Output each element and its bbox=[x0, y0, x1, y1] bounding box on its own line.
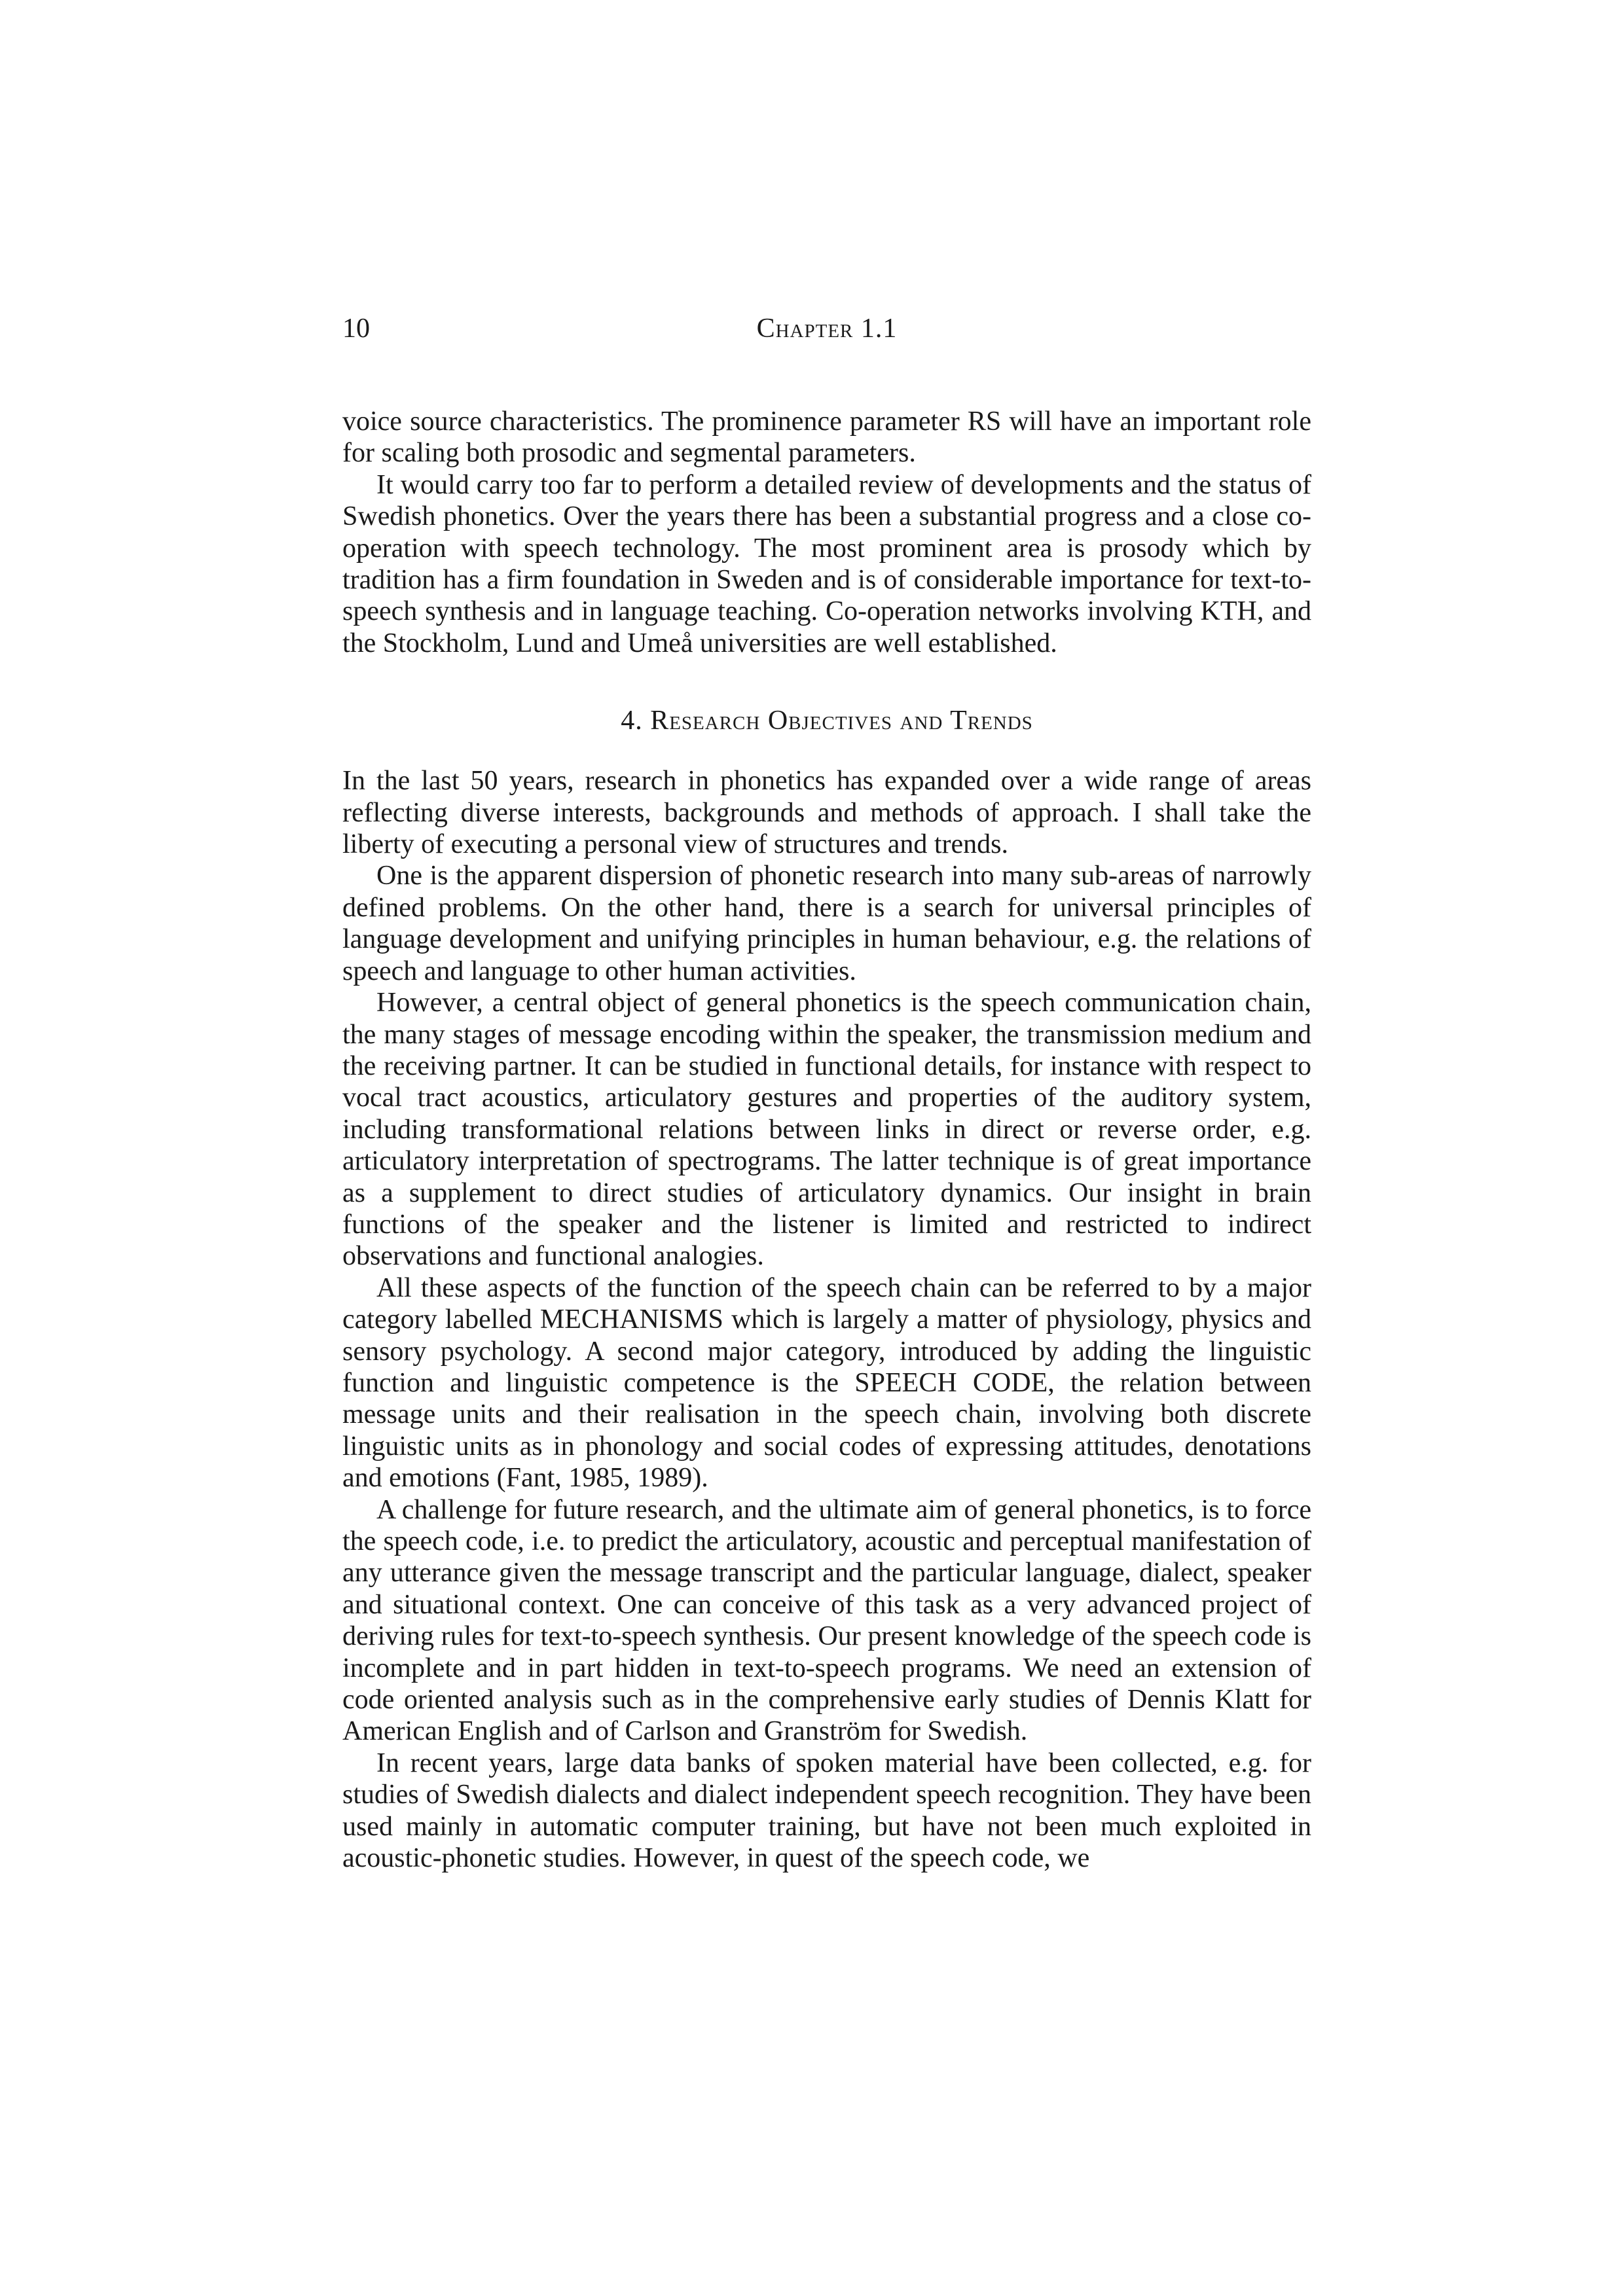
paragraph: In recent years, large data banks of spoken material have been collected, e.g. for studies of Swedish dialects and dialect independent speech recognition. They have been used mainly in automatic computer training, but have not been much exploited in acoustic-phonetic studies. However, in quest of the speech code, we bbox=[342, 1748, 1311, 1874]
paragraph: It would carry too far to perform a detailed review of developments and the status of Swedish phonetics. Over the years there has been a substantial progress and a close co-operation with speech technology. The most prominent area is prosody which by tradition has a firm foundation in Sweden and is of considerable importance for text-to-speech synthesis and in language teaching. Co-operation networks involving KTH, and the Stockholm, Lund and Umeå universities are well established. bbox=[342, 469, 1311, 658]
paragraph: voice source characteristics. The prominence parameter RS will have an important role for scaling both prosodic and segmental parameters. bbox=[342, 406, 1311, 469]
paragraph: However, a central object of general phonetics is the speech communication chain, the many stages of message encoding within the speaker, the transmission medium and the receiving partner. It can be studied in functional details, for instance with respect to vocal tract acoustics, articulatory gestures and properties of the auditory system, including transformational relations between links in direct or reverse order, e.g. articulatory interpretation of spectrograms. The latter technique is of great importance as a supplement to direct studies of articulatory dynamics. Our insight in brain functions of the speaker and the listener is limited and restricted to indirect observations and functional analogies. bbox=[342, 988, 1311, 1272]
paragraph: One is the apparent dispersion of phonetic research into many sub-areas of narrowly defined problems. On the other hand, there is a search for universal principles of language development and unifying principles in human behaviour, e.g. the relations of speech and language to other human activities. bbox=[342, 861, 1311, 986]
section-title: Research Objectives and Trends bbox=[650, 706, 1033, 736]
paragraph: In the last 50 years, research in phonetics has expanded over a wide range of areas reflecting diverse interests, backgrounds and methods of approach. I shall take the liberty of executing a personal view of structures and trends. bbox=[342, 766, 1311, 860]
section-heading bbox=[342, 705, 1311, 736]
page-header bbox=[342, 309, 1311, 348]
running-head: Chapter 1.1 bbox=[756, 314, 898, 344]
body-text bbox=[342, 406, 1311, 1874]
page-number: 10 bbox=[342, 314, 370, 344]
paragraph: A challenge for future research, and the ultimate aim of general phonetics, is to force the speech code, i.e. to predict the articulatory, acoustic and perceptual manifestation of any utterance given the message transcript and the particular language, dialect, speaker and situational context. One can conceive of this task as a very advanced project of deriving rules for text-to-speech synthesis. Our present knowledge of the speech code is incomplete and in part hidden in text-to-speech programs. We need an extension of code oriented analysis such as in the comprehensive early studies of Dennis Klatt for American English and of Carlson and Granström for Swedish. bbox=[342, 1494, 1311, 1747]
section-number: 4. bbox=[621, 706, 643, 736]
paragraph: All these aspects of the function of the speech chain can be referred to by a major category labelled MECHANISMS which is largely a matter of physiology, physics and sensory psychology. A second major category, introduced by adding the linguistic function and linguistic competence is the SPEECH CODE, the relation between message units and their realisation in the speech chain, involving both discrete linguistic units as in phonology and social codes of expressing attitudes, denotations and emotions (Fant, 1985, 1989). bbox=[342, 1272, 1311, 1494]
